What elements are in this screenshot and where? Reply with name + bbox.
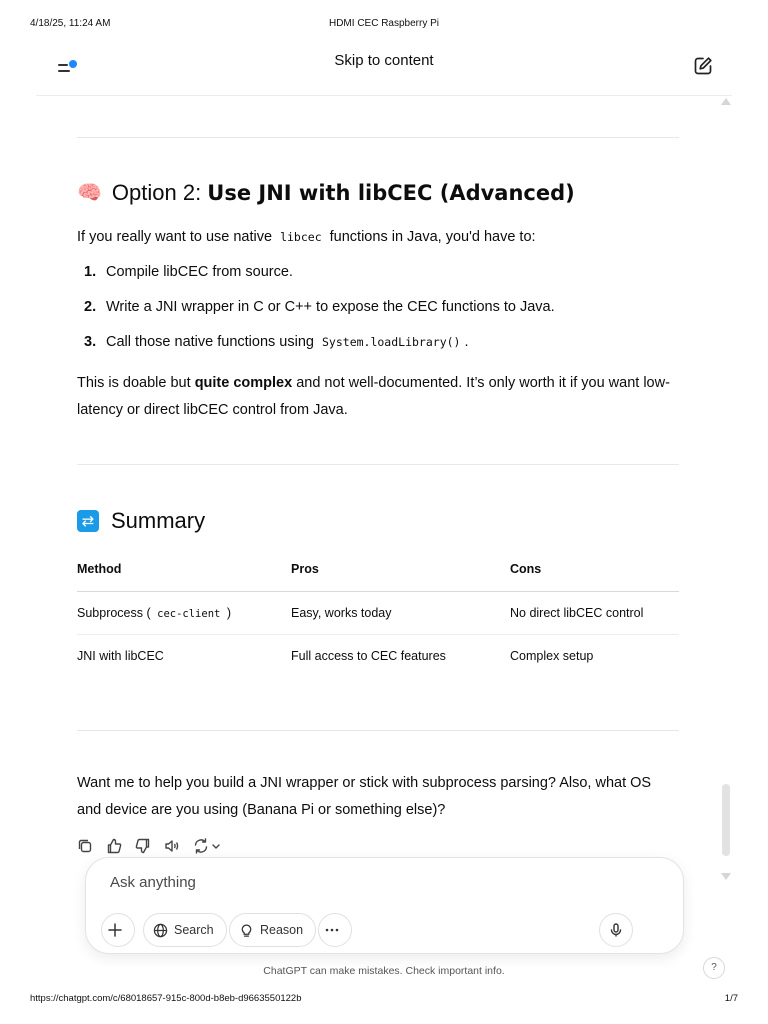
thumbs-up-icon[interactable] [105, 837, 123, 855]
skip-to-content-link[interactable]: Skip to content [334, 52, 434, 69]
table-cell: No direct libCEC control [510, 591, 679, 634]
option2-heading-prefix: Option 2: [111, 180, 208, 205]
lightbulb-icon [239, 923, 254, 938]
reason-button-label: Reason [260, 923, 304, 937]
new-chat-icon[interactable] [692, 55, 714, 77]
table-cell: Full access to CEC features [291, 648, 446, 663]
column-header: Cons [510, 548, 679, 591]
list-number: 3. [84, 334, 97, 350]
help-button[interactable]: ? [703, 957, 725, 979]
divider [77, 137, 679, 138]
table-cell [77, 591, 291, 634]
regenerate-icon[interactable] [192, 837, 222, 855]
list-number: 2. [84, 299, 97, 315]
intro-text: If you really want to use native [77, 229, 277, 245]
list-text: Call those native functions using [106, 334, 318, 350]
scrollbar[interactable] [720, 96, 732, 880]
cell-text-after: ) [223, 605, 231, 620]
more-tools-button[interactable] [318, 913, 352, 947]
intro-text-after: functions in Java, you'd have to: [325, 229, 536, 245]
table-header-row [77, 548, 679, 591]
repeat-arrows-icon [77, 510, 99, 532]
prompt-input[interactable] [110, 874, 650, 891]
cell-text: Subprocess ( [77, 605, 155, 620]
summary-heading [77, 507, 205, 535]
scroll-thumb[interactable] [722, 784, 730, 856]
note-text: This is doable but [77, 375, 195, 391]
table-row [77, 634, 679, 677]
microphone-icon [608, 922, 624, 938]
add-attachment-button[interactable] [101, 913, 135, 947]
table-cell: Easy, works today [291, 591, 510, 634]
print-title: HDMI CEC Raspberry Pi [328, 18, 440, 29]
thumbs-down-icon[interactable] [134, 837, 152, 855]
divider [77, 464, 679, 465]
globe-icon [153, 923, 168, 938]
message-actions [76, 836, 233, 856]
option2-note [77, 370, 679, 424]
summary-heading-text: Summary [111, 508, 206, 533]
inline-code: cec-client [157, 607, 221, 620]
search-button-label: Search [174, 923, 214, 937]
copy-icon[interactable] [76, 837, 94, 855]
list-item [84, 262, 293, 282]
table-cell: Complex setup [510, 648, 594, 663]
print-url: https://chatgpt.com/c/68018657-915c-800d-b8eb-d9663550122b [30, 993, 302, 1004]
top-bar [36, 44, 732, 96]
table-cell: JNI with libCEC [77, 648, 164, 663]
divider [77, 730, 679, 731]
option2-heading-bold: Use JNI with libCEC (Advanced) [207, 181, 575, 205]
print-footer [0, 993, 768, 1007]
inline-code: System.loadLibrary() [322, 335, 461, 349]
followup-question: Want me to help you build a JNI wrapper or stick with subprocess parsing? Also, what OS and device are you using (Banana Pi or something else)? [77, 775, 652, 818]
read-aloud-icon[interactable] [163, 837, 181, 855]
option2-heading [77, 179, 575, 207]
table-row [77, 591, 679, 634]
list-text-after: . [464, 334, 469, 350]
brain-icon: 🧠 [77, 182, 102, 204]
option2-intro [77, 224, 679, 251]
voice-input-button[interactable] [599, 913, 633, 947]
note-bold: quite complex [194, 375, 293, 391]
column-header: Pros [291, 548, 510, 591]
list-item [84, 332, 469, 352]
list-text: Write a JNI wrapper in C or C++ to expose the CEC functions to Java. [106, 299, 555, 315]
disclaimer: ChatGPT can make mistakes. Check important info. [263, 965, 505, 977]
list-number: 1. [84, 264, 97, 280]
list-text: Compile libCEC from source. [106, 264, 293, 280]
scroll-up-arrow-icon[interactable] [721, 98, 731, 105]
print-datetime: 4/18/25, 11:24 AM [30, 18, 111, 29]
print-header [0, 18, 768, 34]
composer [85, 857, 684, 954]
note-text-after: and not well-documented. It’s only worth it if you want low-latency or direct libCEC control from Java. [77, 375, 670, 418]
inline-code: libcec [280, 230, 322, 244]
search-button[interactable] [143, 913, 227, 947]
column-header: Method [77, 548, 291, 591]
ellipsis-icon [324, 922, 340, 938]
plus-icon [107, 922, 123, 938]
print-page-number: 1/7 [724, 993, 738, 1004]
summary-table [77, 548, 679, 677]
reason-button[interactable] [229, 913, 316, 947]
scroll-down-arrow-icon[interactable] [721, 873, 731, 880]
list-item [84, 297, 555, 317]
